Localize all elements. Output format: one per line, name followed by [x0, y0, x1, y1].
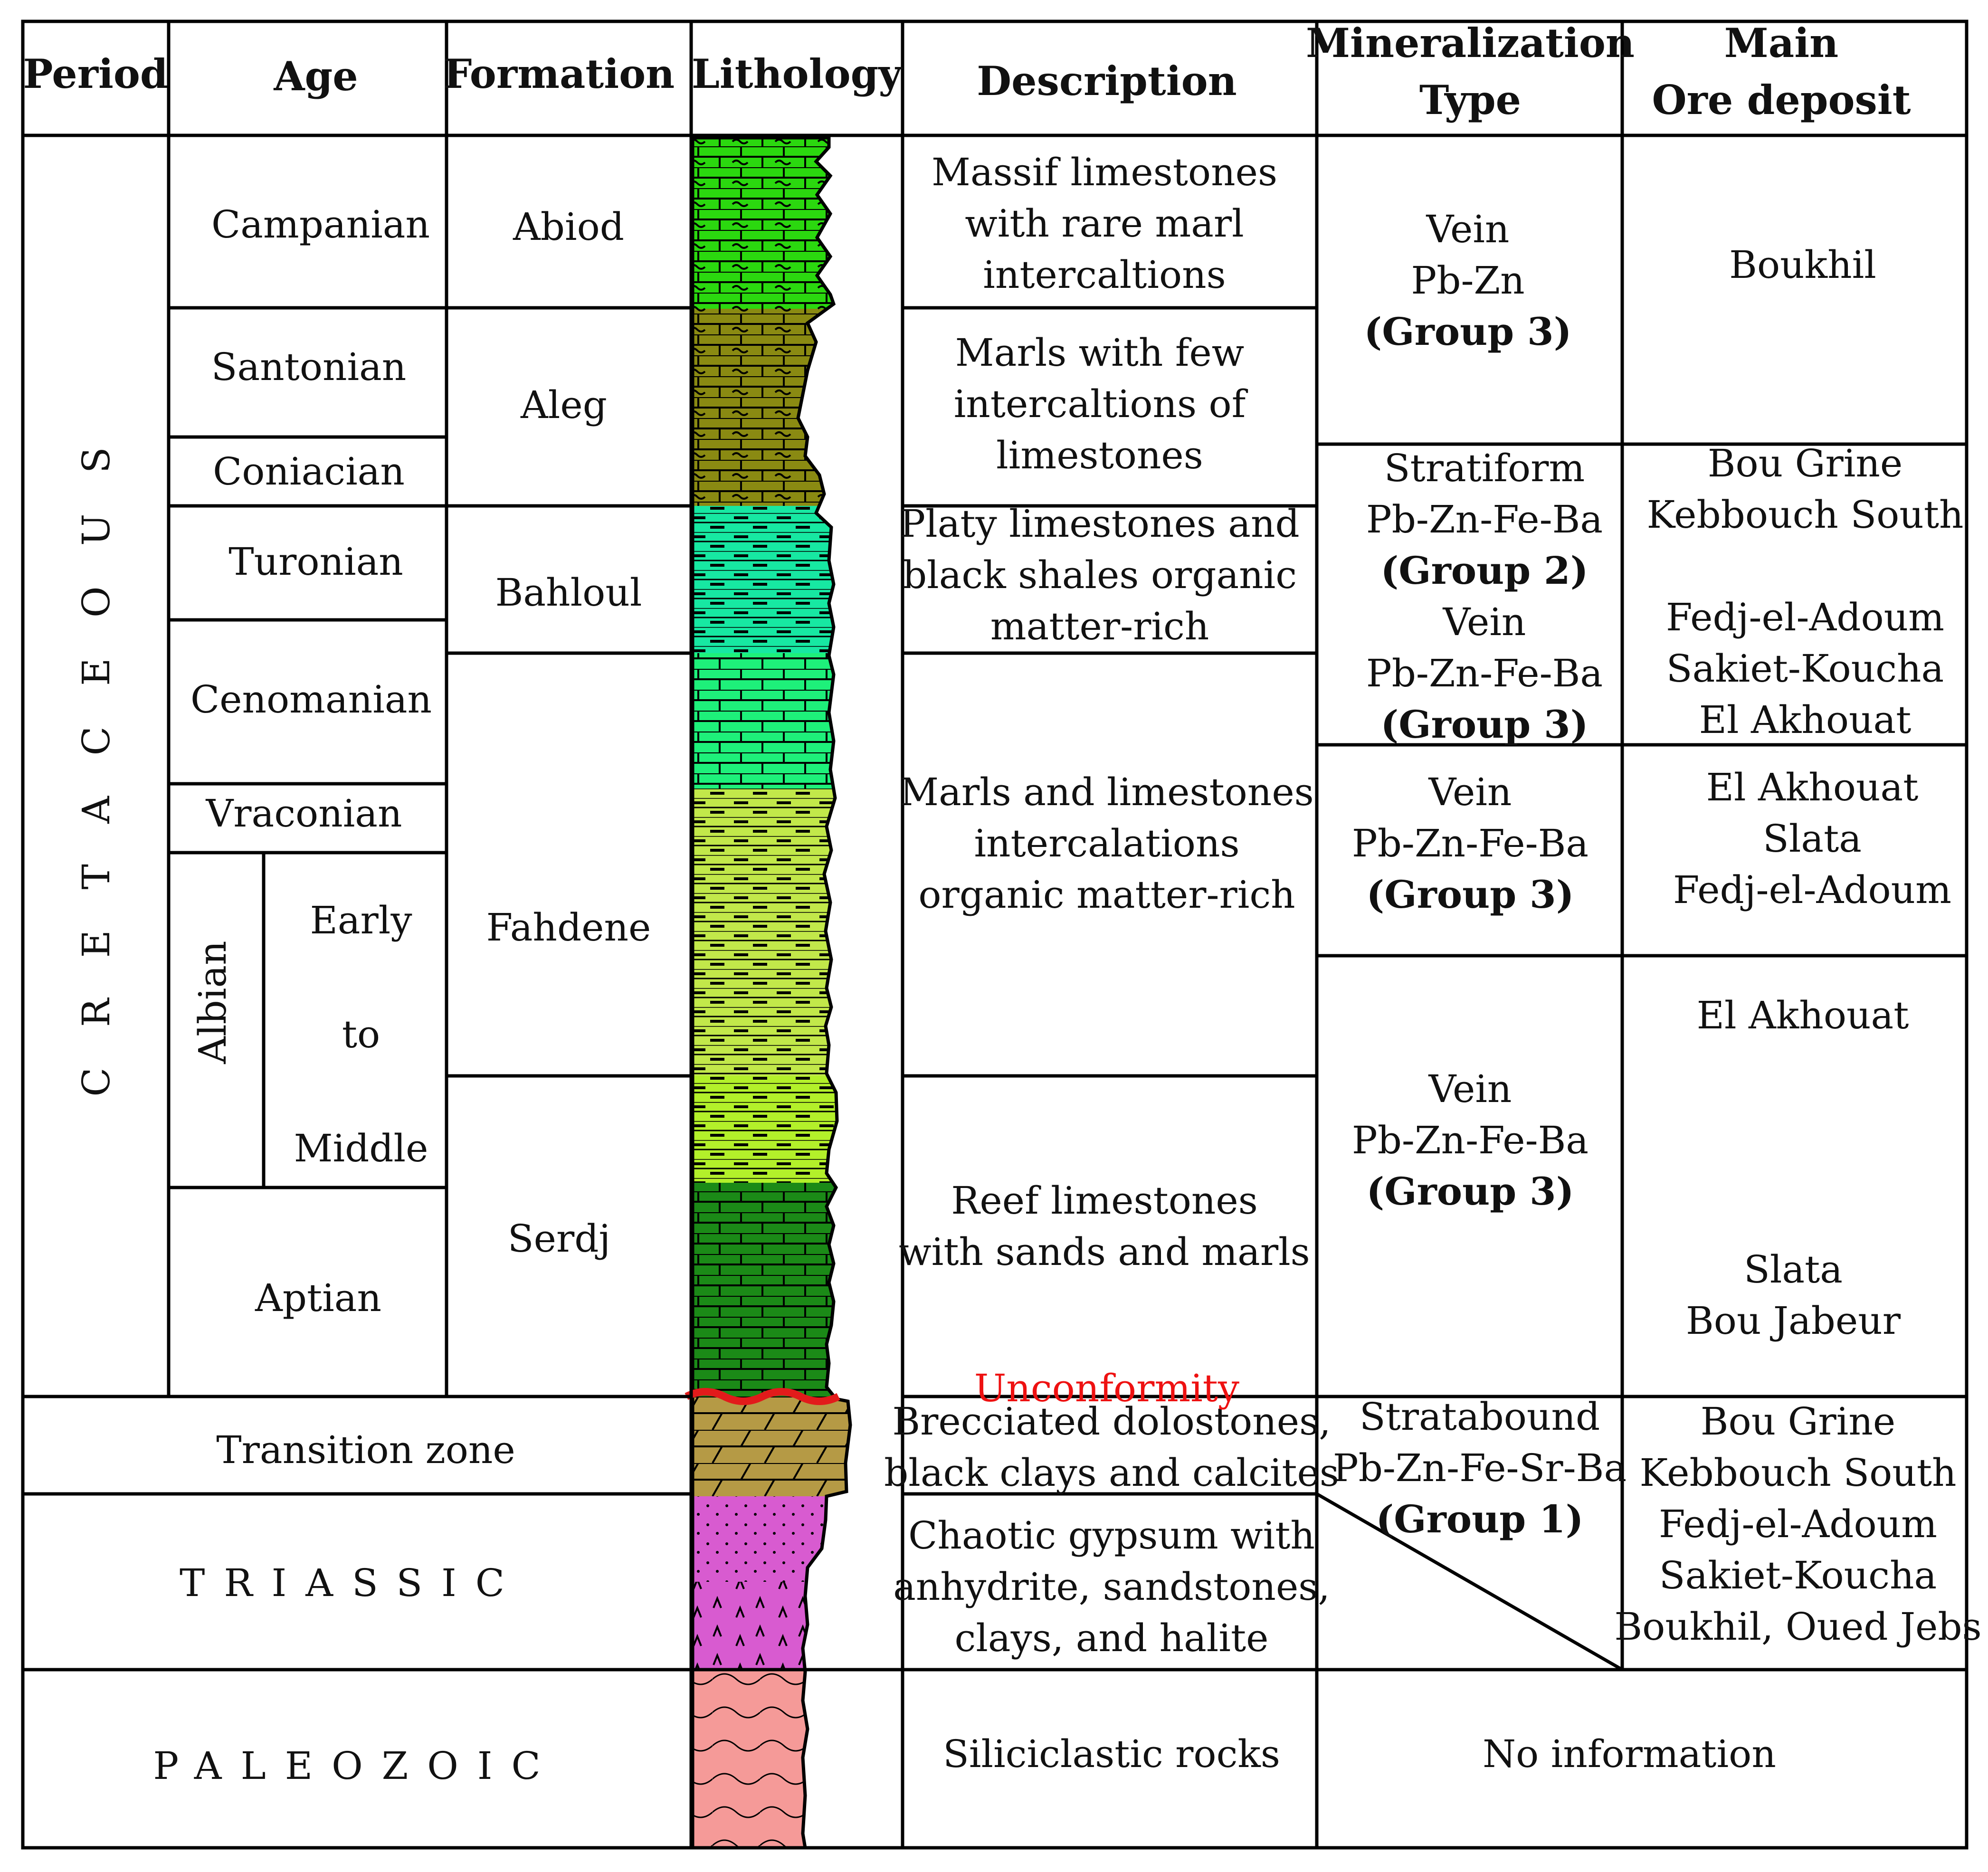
age-coniacian: Coniacian	[213, 449, 405, 494]
ore2-line2: Kebbouch South	[1646, 493, 1964, 537]
period-cretaceous: C R E T A C E O U S	[74, 433, 118, 1097]
min1-line1: Vein	[1426, 207, 1510, 251]
header-description: Description	[977, 57, 1237, 105]
desc-triassic-1: Chaotic gypsum with	[908, 1513, 1315, 1558]
ore4b-line1: Slata	[1744, 1247, 1843, 1292]
lithology-serdj-top-pattern	[693, 1076, 854, 1183]
min3-line2: Pb-Zn-Fe-Ba	[1351, 821, 1589, 865]
desc-aleg-2: intercaltions of	[953, 382, 1246, 426]
formation-abiod: Abiod	[513, 205, 624, 249]
period-triassic: TRIASSIC	[180, 1561, 523, 1605]
ore5-line4: Sakiet-Koucha	[1659, 1553, 1937, 1597]
desc-serdj-1: Reef limestones	[951, 1178, 1258, 1223]
lithology-fahdene-pattern	[693, 789, 854, 1076]
lithology-transition-pattern	[693, 1397, 854, 1496]
description-column	[884, 150, 1339, 1776]
min4-line2: Pb-Zn-Fe-Ba	[1351, 1118, 1589, 1162]
ore-deposit-column	[1614, 243, 1981, 1649]
age-albian-early: Early	[310, 898, 412, 942]
header-ore-line2: Ore deposit	[1652, 76, 1911, 124]
desc-fahdene-2: intercalations	[974, 821, 1240, 865]
min4-line1: Vein	[1428, 1067, 1512, 1111]
age-santonian: Santonian	[211, 345, 407, 389]
min1-line3: (Group 3)	[1364, 309, 1572, 354]
mineralization-column	[1333, 207, 1627, 1541]
min5-line2: Pb-Zn-Fe-Sr-Ba	[1332, 1446, 1627, 1490]
ore2-line4: Sakiet-Koucha	[1666, 646, 1944, 691]
ore2-line1: Bou Grine	[1707, 441, 1903, 485]
ore5-line2: Kebbouch South	[1639, 1451, 1957, 1495]
desc-aleg-3: limestones	[996, 433, 1203, 477]
lithology-aleg-pattern	[693, 309, 854, 506]
min4-line3: (Group 3)	[1366, 1169, 1574, 1214]
min2-line3: (Group 2)	[1380, 548, 1588, 593]
ore4a: El Akhouat	[1696, 993, 1909, 1037]
desc-bahloul-1: Platy limestones and	[900, 502, 1300, 546]
desc-triassic-3: clays, and halite	[954, 1616, 1269, 1660]
age-aptian: Aptian	[255, 1276, 381, 1320]
period-transition: Transition zone	[216, 1428, 515, 1472]
min3-line3: (Group 3)	[1366, 872, 1574, 917]
ore2-line3: Fedj-el-Adoum	[1665, 595, 1945, 639]
min3-line1: Vein	[1428, 770, 1512, 814]
lithology-abiod-pattern	[693, 138, 854, 309]
ore5-line1: Bou Grine	[1700, 1399, 1896, 1444]
age-campanian: Campanian	[211, 202, 430, 247]
ore1: Boukhil	[1729, 243, 1876, 287]
lithology-column	[693, 138, 854, 1848]
ore3-line2: Slata	[1763, 817, 1862, 861]
formation-fahdene: Fahdene	[486, 905, 651, 950]
min5-line3: (Group 1)	[1376, 1497, 1584, 1541]
ore2-line5: El Akhouat	[1699, 698, 1912, 742]
formation-bahloul: Bahloul	[495, 570, 642, 615]
header-mineralization-line1: Mineralization	[1306, 19, 1635, 67]
ore5-line3: Fedj-el-Adoum	[1658, 1502, 1938, 1546]
lithology-triassic-gypsum	[693, 1582, 854, 1670]
desc-aleg-1: Marls with few	[955, 331, 1245, 375]
lithology-triassic-dots	[693, 1496, 854, 1582]
desc-abiod-1: Massif limestones	[931, 150, 1278, 194]
formation-column	[486, 205, 651, 1261]
ore3-line3: Fedj-el-Adoum	[1673, 868, 1952, 912]
age-albian-middle: Middle	[294, 1126, 428, 1170]
period-paleozoic: PALEOZOIC	[153, 1744, 560, 1788]
ore5-line5: Boukhil, Oued Jebs	[1614, 1605, 1982, 1649]
min5-line1: Stratabound	[1359, 1395, 1600, 1439]
header-lithology: Lithology	[691, 50, 902, 97]
desc-abiod-3: intercaltions	[983, 253, 1226, 297]
desc-fahdene-1: Marls and limestones	[900, 770, 1314, 814]
desc-abiod-2: with rare marl	[965, 201, 1244, 246]
desc-transition-1: Brecciated dolostones,	[892, 1399, 1331, 1444]
min2-line2: Pb-Zn-Fe-Ba	[1366, 497, 1603, 542]
unconformity-label: Unconformity	[974, 1366, 1240, 1410]
age-turonian: Turonian	[228, 540, 403, 584]
lithology-paleozoic-pattern	[693, 1670, 854, 1848]
ore3-line1: El Akhouat	[1706, 765, 1919, 809]
min2-line6: (Group 3)	[1380, 702, 1588, 747]
formation-serdj: Serdj	[507, 1216, 611, 1261]
min2-line1: Stratiform	[1384, 446, 1585, 490]
desc-paleozoic: Siliciclastic rocks	[943, 1732, 1280, 1776]
age-vraconian: Vraconian	[206, 791, 402, 836]
header-age: Age	[274, 53, 358, 100]
desc-triassic-2: anhydrite, sandstones,	[893, 1565, 1330, 1609]
header-ore-line1: Main	[1724, 19, 1839, 67]
ore4b-line2: Bou Jabeur	[1686, 1299, 1901, 1343]
no-information: No information	[1483, 1732, 1776, 1776]
header-row	[23, 19, 1911, 124]
desc-bahloul-3: matter-rich	[990, 604, 1209, 648]
min1-line2: Pb-Zn	[1411, 258, 1525, 303]
desc-bahloul-2: black shales organic	[902, 553, 1297, 597]
formation-aleg: Aleg	[521, 383, 607, 427]
header-formation: Formation	[443, 50, 675, 97]
desc-serdj-2: with sands and marls	[899, 1230, 1310, 1274]
desc-transition-2: black clays and calcites	[884, 1451, 1339, 1495]
age-albian-to: to	[342, 1012, 380, 1056]
desc-fahdene-3: organic matter-rich	[918, 873, 1295, 917]
header-period: Period	[23, 50, 168, 97]
min2-line5: Pb-Zn-Fe-Ba	[1366, 651, 1603, 695]
age-column	[190, 202, 432, 1320]
age-cenomanian: Cenomanian	[190, 677, 432, 722]
age-albian: Albian	[190, 941, 235, 1064]
header-mineralization-line2: Type	[1419, 76, 1522, 124]
min2-line4: Vein	[1443, 600, 1526, 644]
